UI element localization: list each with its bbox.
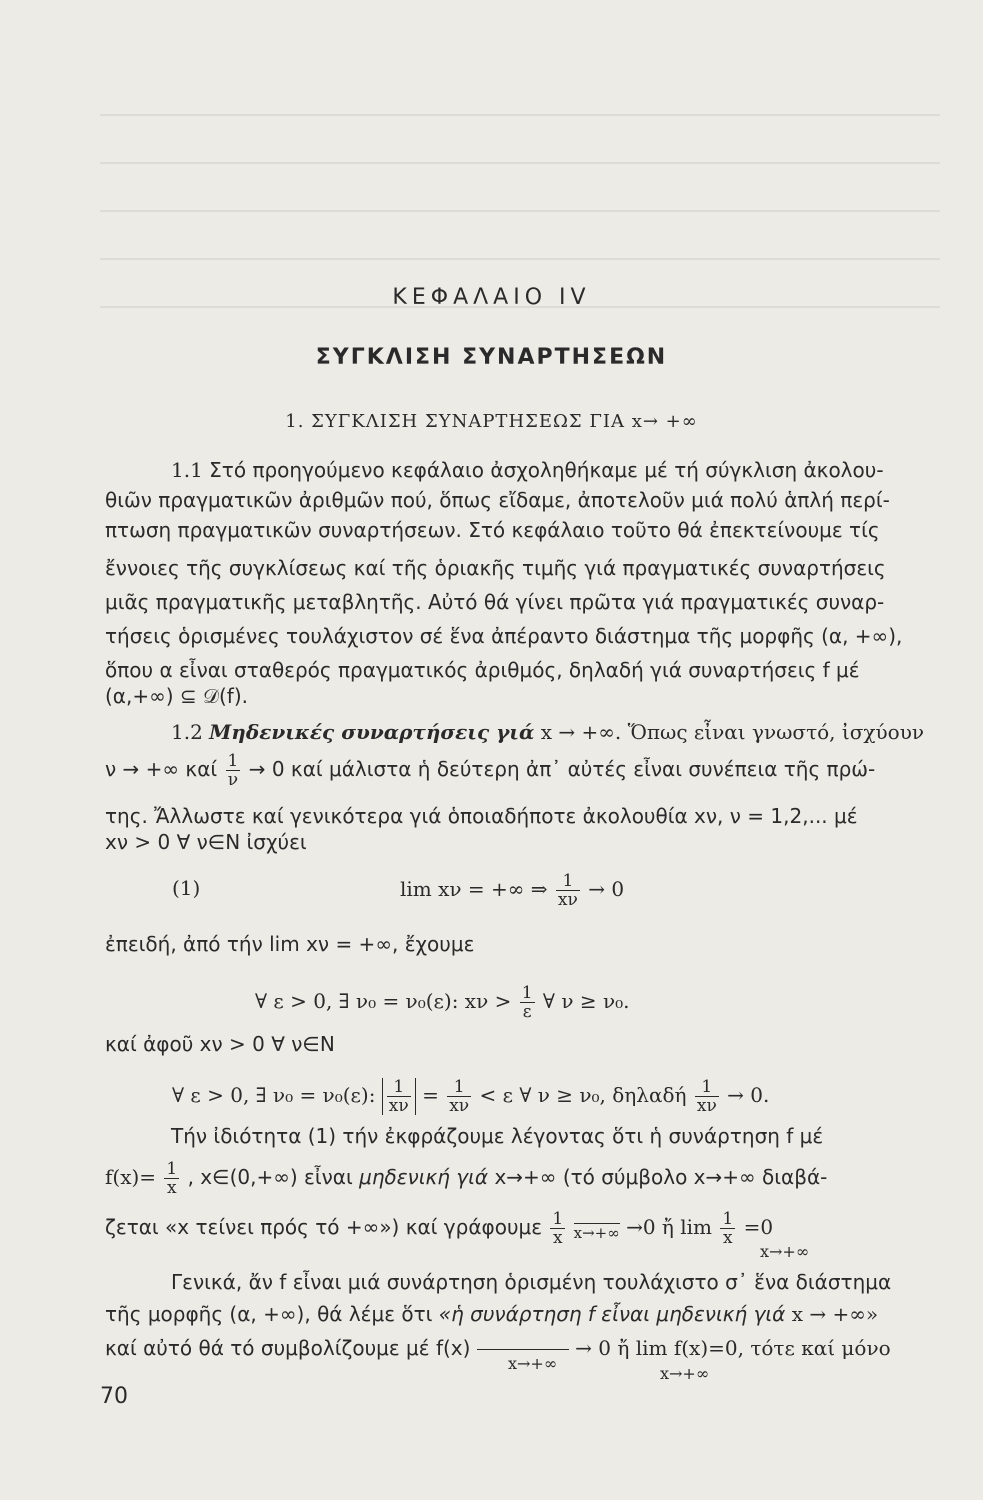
p1-line-2: θιῶν πραγματικῶν ἀριθμῶν πού, ὅπως εἴδαμε, ἀποτελοῦν μιά πολύ ἁπλή περί-	[105, 488, 890, 512]
eq2	[255, 984, 630, 1021]
eq3-fraction-2-numerator: 1	[695, 1078, 719, 1097]
p3-line-1	[105, 1124, 963, 1148]
eq1-fraction-numerator: 1	[556, 872, 580, 891]
p2-line-4: xν > 0 ∀ ν∈N ἰσχύει	[105, 830, 307, 854]
p4-lim-subscript: x→+∞	[660, 1364, 710, 1383]
p1-line-8: (α,+∞) ⊆ 𝒟(f).	[105, 684, 249, 708]
show-through-texture	[100, 80, 940, 310]
p4-line-2-a: τῆς μορφῆς (α, +∞), θά λέμε ὅτι	[105, 1302, 433, 1326]
and-since-line: καί ἀφοῦ xν > 0 ∀ ν∈N	[105, 1032, 335, 1056]
eq1-fraction-denominator: xν	[557, 890, 578, 910]
p1-line-4: ἔννοιες τῆς συγκλίσεως καί τῆς ὁριακῆς τιμῆς γιά πραγματικές συναρτήσεις	[105, 556, 886, 580]
p4-line-3-a: καί αὐτό θά τό συμβολίζουμε μέ f(x)	[105, 1336, 471, 1360]
eq2-fraction-denominator: ε	[522, 1002, 532, 1022]
p3-arrow-sub: x→+∞	[573, 1224, 620, 1242]
p3-lim-fraction	[720, 1210, 735, 1247]
p2-line-1	[105, 720, 963, 744]
chapter-label: ΚΕΦΑΛΑΙΟ IV	[392, 285, 591, 310]
p1-line-7: ὅπου α εἶναι σταθερός πραγματικός ἀριθμός, δηλαδή γιά συναρτήσεις f μέ	[105, 658, 860, 682]
p3-lim-subscript: x→+∞	[760, 1242, 810, 1261]
eq1-fraction	[556, 872, 580, 909]
eq1-rhs: → 0	[588, 877, 625, 901]
p3-lim: lim	[680, 1215, 713, 1239]
p3-line-3-b: →0 ἤ	[626, 1215, 674, 1239]
eq1-label: (1)	[172, 876, 201, 900]
p3-line-3-fraction-numerator: 1	[552, 1209, 564, 1229]
eq3-fraction-2	[695, 1078, 719, 1115]
p3-lim-fraction-denominator: x	[722, 1228, 733, 1248]
chapter-title: ΣΥΓΚΛΙΣΗ ΣΥΝΑΡΤΗΣΕΩΝ	[315, 345, 668, 370]
page-number: 70	[100, 1384, 128, 1409]
p3-line-3	[105, 1210, 963, 1247]
p2-line-1-rest: x → +∞. Ὅπως εἶναι γνωστό, ἰσχύουν	[540, 720, 925, 744]
eq3-equals: =	[422, 1083, 439, 1107]
p3-line-2-c: x→+∞ (τό σύμβολο x→+∞ διαβά-	[494, 1165, 828, 1189]
p2-line-2-b: → 0 καί μάλιστα ἡ δεύτερη ἀπ᾿ αὐτές εἶναι συνέπεια τῆς πρώ-	[248, 757, 876, 781]
eq3-c: → 0.	[727, 1083, 770, 1107]
p4-line-3-arrow: → 0 ἤ	[575, 1336, 630, 1360]
eq3-a: ∀ ε > 0, ∃ ν₀ = ν₀(ε):	[172, 1083, 376, 1107]
p4-line-2	[105, 1302, 963, 1326]
eq3-fraction-2-denominator: xν	[696, 1096, 717, 1116]
p4-line-1	[105, 1270, 963, 1294]
p3-text-1: Τήν ἰδιότητα (1) τήν ἐκφράζουμε λέγοντας ὅτι ἡ συνάρτηση f μέ	[171, 1124, 824, 1148]
p4-arrow-shaft	[477, 1349, 569, 1350]
p4-text-1: Γενικά, ἄν f εἶναι μιά συνάρτηση ὁρισμένη τουλάχιστο σ᾿ ἕνα διάστημα	[171, 1270, 892, 1294]
p3-line-3-c: =0	[743, 1215, 774, 1239]
p2-number: 1.2	[171, 720, 203, 744]
p4-line-3-b: f(x)=0, τότε καί μόνο	[673, 1336, 891, 1360]
p4-lim: lim	[635, 1336, 668, 1360]
p2-fraction-numerator: 1	[227, 751, 239, 771]
since-line: ἐπειδή, ἀπό τήν lim xν = +∞, ἔχουμε	[105, 932, 475, 956]
p2-line-2	[105, 752, 963, 789]
p2-fraction	[226, 752, 241, 789]
p1-line-5: μιᾶς πραγματικῆς μεταβλητῆς. Αὐτό θά γίνει πρῶτα γιά πραγματικές συναρ-	[105, 590, 885, 614]
eq1	[400, 872, 624, 909]
eq3-fraction-denominator: xν	[449, 1096, 470, 1116]
p3-line-3-fraction	[550, 1210, 565, 1247]
p3-line-2-b: , x∈(0,+∞) εἶναι	[187, 1165, 353, 1189]
p3-line-3-fraction-denominator: x	[553, 1228, 563, 1248]
p3-fraction	[164, 1160, 179, 1197]
eq2-fraction	[520, 984, 535, 1021]
p3-line-2-italic: μηδενική γιά	[359, 1165, 489, 1189]
eq3-abs-numerator: 1	[387, 1078, 411, 1097]
p4-line-2-italic: «ἡ συνάρτηση f εἶναι μηδενική γιά	[438, 1302, 786, 1326]
p3-lim-fraction-numerator: 1	[722, 1209, 734, 1229]
eq2-a: ∀ ε > 0, ∃ ν₀ = ν₀(ε): xν >	[255, 989, 512, 1013]
eq1-lhs: lim xν = +∞ ⇒	[400, 877, 548, 901]
p4-arrow-subscript: x→+∞	[508, 1354, 558, 1373]
eq3-abs-denominator: xν	[388, 1096, 409, 1116]
eq3-fraction-numerator: 1	[447, 1078, 471, 1097]
eq2-fraction-numerator: 1	[521, 983, 533, 1003]
p2-fraction-denominator: ν	[227, 770, 239, 790]
p1-line-1	[105, 458, 963, 482]
p1-number: 1.1	[171, 458, 203, 482]
p3-line-3-a: ζεται «x τείνει πρός τό +∞») καί γράφουμε	[105, 1215, 543, 1239]
p2-heading: Μηδενικές συναρτήσεις γιά	[209, 720, 535, 744]
p2-line-2-a: ν → +∞ καί	[105, 757, 218, 781]
p3-fraction-numerator: 1	[166, 1159, 178, 1179]
p1-line-6: τήσεις ὁρισμένες τουλάχιστον σέ ἕνα ἀπέραντο διάστημα τῆς μορφῆς (α, +∞),	[105, 624, 903, 648]
p4-line-2-b: x → +∞»	[791, 1302, 879, 1326]
eq3-fraction	[447, 1078, 471, 1115]
p3-arrow-label	[574, 1215, 620, 1242]
p1-line-3: πτωση πραγματικῶν συναρτήσεων. Στό κεφάλαιο τοῦτο θά ἐπεκτείνουμε τίς	[105, 518, 880, 542]
eq3-absolute-value	[382, 1078, 416, 1115]
eq3-b: < ε ∀ ν ≥ ν₀, δηλαδή	[479, 1083, 687, 1107]
eq3	[172, 1078, 769, 1115]
eq3-abs-fraction	[387, 1078, 411, 1115]
eq2-b: ∀ ν ≥ ν₀.	[542, 989, 630, 1013]
p3-line-2-a: f(x)=	[105, 1165, 157, 1189]
p3-fraction-denominator: x	[167, 1178, 177, 1198]
p1-text-1: Στό προηγούμενο κεφάλαιο ἀσχοληθήκαμε μέ τή σύγκλιση ἀκολου-	[209, 458, 884, 482]
section-heading: 1. ΣΥΓΚΛΙΣΗ ΣΥΝΑΡΤΗΣΕΩΣ ΓΙΑ x→ +∞	[285, 411, 698, 432]
p3-line-2	[105, 1160, 963, 1197]
p2-line-3: της. Ἄλλωστε καί γενικότερα γιά ὁποιαδήποτε ἀκολουθία xν, ν = 1,2,... μέ	[105, 804, 858, 828]
